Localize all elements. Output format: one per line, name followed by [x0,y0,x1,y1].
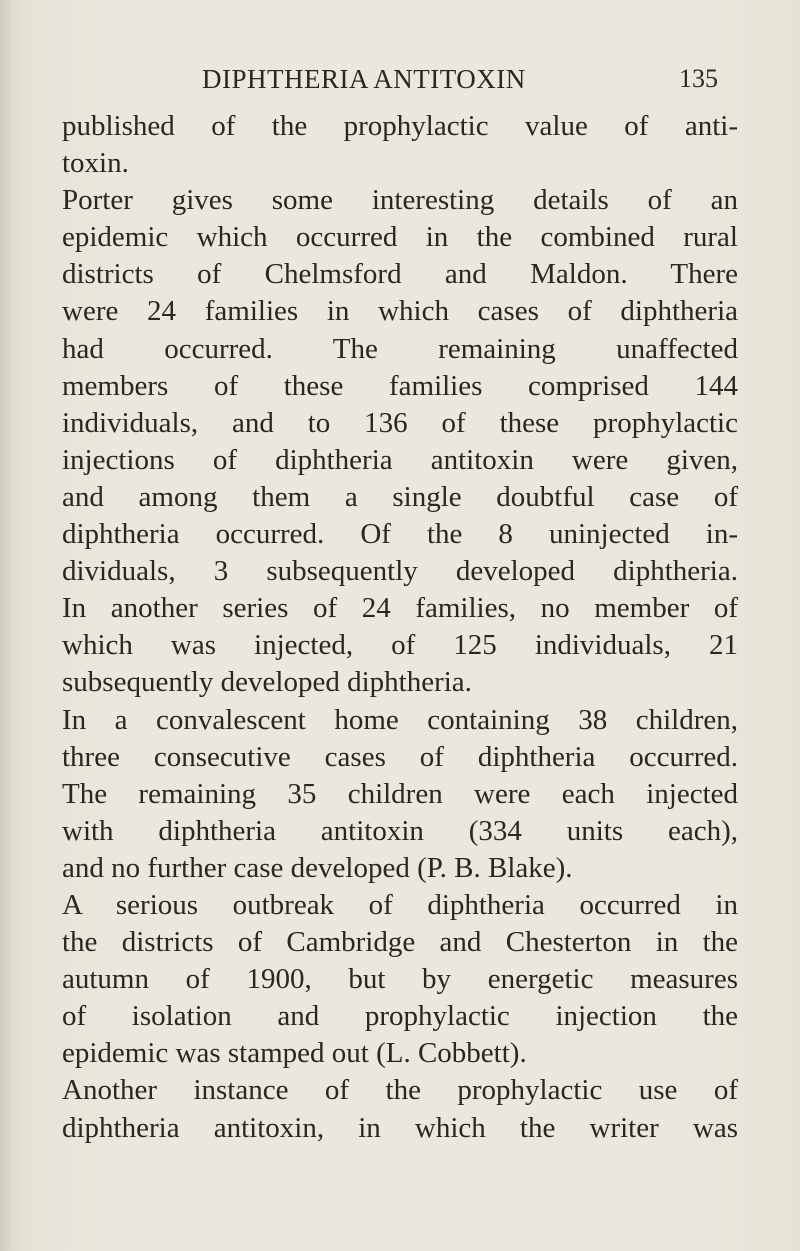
text-line: members of these families comprised 144 [62,369,738,402]
text-line: epidemic which occurred in the combined rural [62,221,738,254]
text-line: Another instance of the prophylactic use of [62,1074,738,1107]
text-line: the districts of Cambridge and Chesterton in the [62,926,738,959]
text-line: subsequently developed diphtheria. [62,666,472,699]
text-line: The remaining 35 children were each injected [62,777,738,810]
text-line: toxin. [62,147,129,180]
text-line: districts of Chelmsford and Maldon. There [62,258,738,291]
page-gutter-shadow [0,0,14,1251]
text-line: were 24 families in which cases of diphtheria [62,295,738,328]
text-line: diphtheria occurred. Of the 8 uninjected in- [62,518,738,551]
text-line: and among them a single doubtful case of [62,480,738,513]
text-line: with diphtheria antitoxin (334 units each), [62,814,738,847]
text-line: of isolation and prophylactic injection the [62,1000,738,1033]
text-line: injections of diphtheria antitoxin were given, [62,443,738,476]
body-text [62,108,738,1147]
text-line: In another series of 24 families, no member of [62,592,738,625]
text-line: and no further case developed (P. B. Blake). [62,851,573,884]
running-head: DIPHTHERIA ANTITOXIN [202,64,526,94]
text-line: In a convalescent home containing 38 children, [62,703,738,736]
text-line: diphtheria antitoxin, in which the writer was [62,1111,738,1144]
page-number: 135 [679,64,718,93]
text-line: three consecutive cases of diphtheria occurred. [62,740,738,773]
text-line: autumn of 1900, but by energetic measures [62,963,738,996]
text-line: had occurred. The remaining unaffected [62,332,738,365]
text-line: which was injected, of 125 individuals, 21 [62,629,738,662]
text-line: epidemic was stamped out (L. Cobbett). [62,1037,527,1070]
text-line: Porter gives some interesting details of an [62,184,738,217]
text-line: A serious outbreak of diphtheria occurred in [62,888,738,921]
text-line: individuals, and to 136 of these prophylactic [62,406,738,439]
text-line: published of the prophylactic value of anti- [62,110,738,142]
text-line: dividuals, 3 subsequently developed diphtheria. [62,555,738,588]
